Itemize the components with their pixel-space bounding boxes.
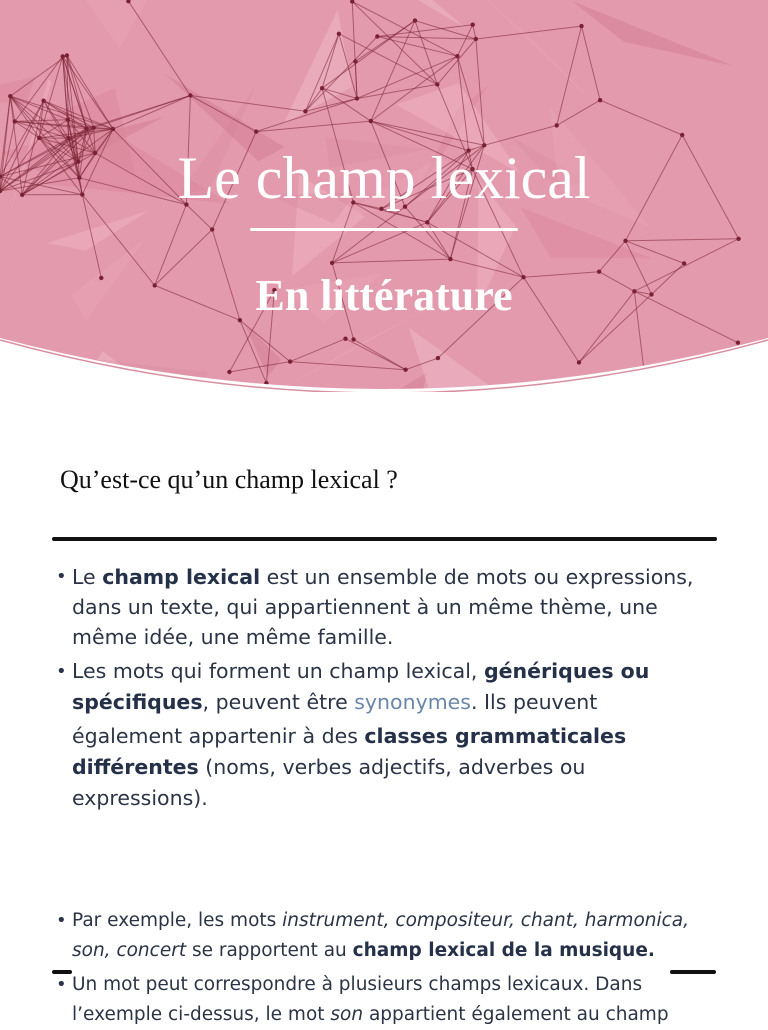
page-subtitle: En littérature (0, 268, 768, 324)
bullet-dot: • (56, 562, 67, 592)
bullet-line: Les mots qui forment un champ lexical, génériques ou spécifiques, peuvent être synonymes. Ils peuvent (72, 656, 722, 718)
bullet-dot: • (56, 906, 67, 936)
bullet-definition: • Le champ lexical est un ensemble de mots ou expressions, dans un texte, qui appartiennent à un même thème, une même idée, une même famille. (72, 562, 722, 652)
bullet-multiple-fields: • Un mot peut correspondre à plusieurs champs lexicaux. Dans l’exemple ci-dessus, le mot son appartient également au champ (72, 970, 732, 1030)
synonymes-term: synonymes (354, 690, 471, 714)
bullet-line: également appartenir à des classes grammaticales différentes (noms, verbes adjectifs, adverbes ou expressions). (72, 721, 722, 814)
bullet-example: • Par exemple, les mots instrument, compositeur, chant, harmonica, son, concert se rapportent au champ lexical de la musique. (72, 906, 732, 966)
section-heading: Qu’est-ce qu’un champ lexical ? (60, 462, 398, 498)
bullet-dot: • (56, 970, 67, 1000)
heading-divider (52, 537, 717, 541)
bullet-word-classes (72, 656, 722, 814)
title-divider (250, 228, 518, 231)
bullet-dot: • (56, 656, 67, 687)
page-title: Le champ lexical (0, 142, 768, 214)
